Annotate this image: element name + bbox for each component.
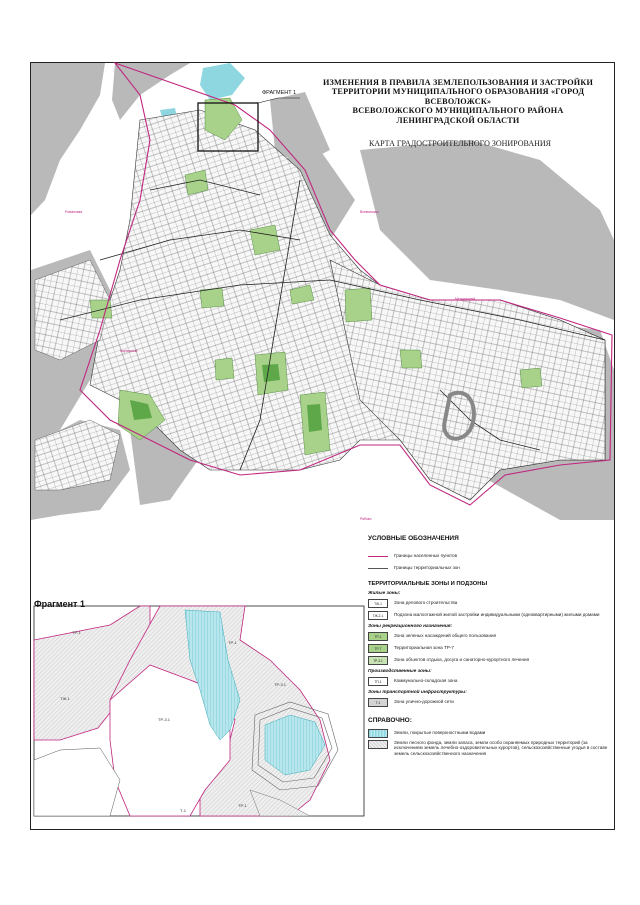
zone-swatch: ТП-1 [368,677,388,686]
legend-label: Зона зеленых насаждений общего пользования [394,633,497,639]
legend-label: Земли лесного фонда, земли запаса, земли особо охраняемых природных территорий (за исключением земель лечебно-оздоровительных курортов), сельскохозяйственные угодья в составе земель сельскохозяйственного назначения [394,740,608,756]
legend-boundary-zones [368,563,613,573]
zone-swatch: ТР-1 [368,632,388,641]
map-title [298,78,618,125]
settlement-boundary-swatch [368,556,388,557]
reference-heading: СПРАВОЧНО: [368,717,412,724]
svg-text:Романовка: Романовка [65,210,83,214]
legend-zones-heading: ТЕРРИТОРИАЛЬНЫЕ ЗОНЫ И ПОДЗОНЫ [368,581,488,587]
svg-text:Всеволожск: Всеволожск [360,210,379,214]
fragment-zone-label: ТР-1 [72,630,81,635]
zone-boundary-swatch [368,568,388,569]
fragment-zone-label: ТР-3.1 [158,717,171,722]
legend-reference-item [368,728,613,738]
legend-group-title: Производственные зоны: [368,669,432,674]
fragment-inset-title: Фрагмент 1 [34,599,85,609]
legend-item [368,697,613,707]
legend-group-title: Зоны транспортной инфраструктуры: [368,690,467,695]
legend-label: Зона объектов отдыха, досуга и санаторно-курортного лечения [394,657,530,663]
zone-swatch: ТЖ-1 [368,599,388,608]
legend-reference-item [368,740,613,756]
zone-swatch: Т-1 [368,698,388,707]
zone-swatch: ТР-7 [368,644,388,653]
fragment-zone-label: ТР-3.1 [274,682,287,687]
legend-label: Подзона малоэтажной жилой застройки индивидуальными (одноквартирными) жилыми домами [394,612,600,618]
legend-item [368,643,613,653]
legend-item [368,610,613,620]
fragment-callout-label: ФРАГМЕНТ 1 [262,90,297,96]
zone-swatch: ТЖ-2-1 [368,611,388,620]
legend [368,535,613,758]
legend-item [368,598,613,608]
legend-item [368,655,613,665]
legend-label: Коммунально-складская зона [394,678,458,684]
fragment-zone-label: ТР-1 [238,803,247,808]
legend-group-title: Зоны рекреационного назначения: [368,624,453,629]
legend-group-title: Жилые зоны: [368,591,401,596]
fragment-1-inset [34,606,364,816]
legend-item [368,631,613,641]
fragment-zone-label: Т-1 [180,808,186,813]
legend-label: Территориальная зона ТР-7 [394,645,454,651]
legend-heading: УСЛОВНЫЕ ОБОЗНАЧЕНИЯ [368,535,459,542]
map-title-line-4: ЛЕНИНГРАДСКОЙ ОБЛАСТИ [396,115,520,125]
legend-label: Границы территориальных зон [394,565,460,571]
legend-label: Зона делового строительства [394,600,458,606]
fragment-zone-label: ТЖ-1 [60,696,70,701]
map-subtitle: КАРТА ГРАДОСТРОИТЕЛЬНОГО ЗОНИРОВАНИЯ [368,139,552,148]
zone-swatch: ТР-3.1 [368,656,388,665]
legend-label: Зона улично-дорожной сети [394,699,454,705]
legend-boundary-settlement [368,551,613,561]
forest-land-swatch [368,740,388,749]
water-swatch [368,729,388,738]
legend-label: Границы населенных пунктов [394,553,458,559]
map-title-line-2: ТЕРРИТОРИИ МУНИЦИПАЛЬНОГО ОБРАЗОВАНИЯ «ГОРОД ВСЕВОЛОЖСК» [331,87,585,106]
fragment-zone-label: ТР-1 [228,640,237,645]
svg-text:Кирпичный: Кирпичный [120,349,138,353]
svg-text:Мельничный: Мельничный [455,297,476,301]
map-title-line-3: ВСЕВОЛОЖСКОГО МУНИЦИПАЛЬНОГО РАЙОНА [352,106,564,116]
map-title-line-1: ИЗМЕНЕНИЯ В ПРАВИЛА ЗЕМЛЕПОЛЬЗОВАНИЯ И ЗАСТРОЙКИ [322,78,594,87]
legend-label: Земли, покрытые поверхностными водами [394,730,486,736]
svg-text:Рябово: Рябово [360,517,372,521]
legend-item [368,676,613,686]
